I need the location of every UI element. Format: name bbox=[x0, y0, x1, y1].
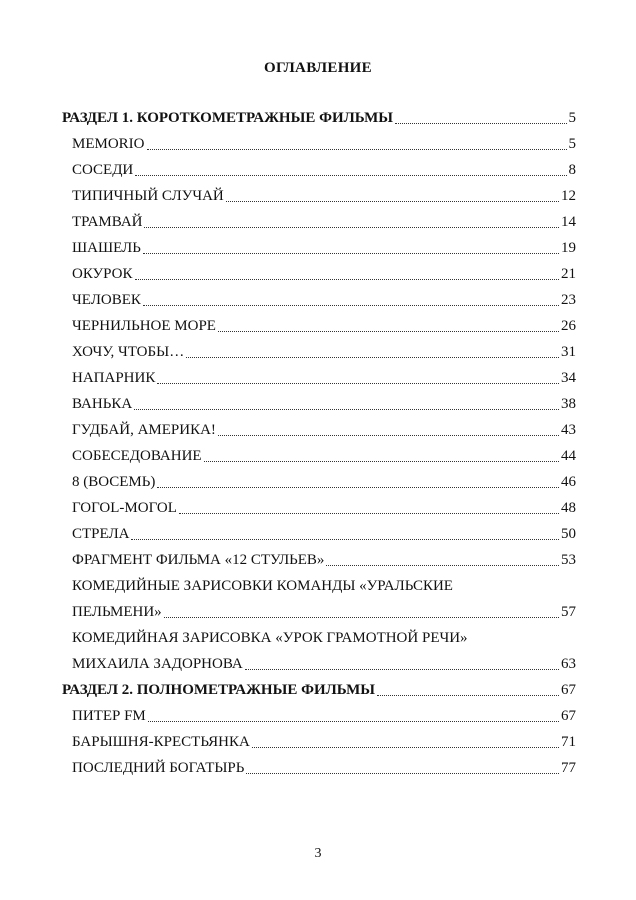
toc-page-number: 5 bbox=[568, 110, 576, 126]
leader-dots bbox=[143, 305, 559, 306]
toc-section-2[interactable] bbox=[62, 677, 576, 703]
toc-entry-label: ЧЕРНИЛЬНОЕ МОРЕ bbox=[72, 318, 216, 334]
toc-entry[interactable] bbox=[72, 131, 576, 157]
toc-entry-label-line2: ПЕЛЬМЕНИ» bbox=[72, 604, 162, 620]
toc-entry-label: ХОЧУ, ЧТОБЫ… bbox=[72, 344, 185, 360]
toc-page-number: 38 bbox=[561, 396, 576, 412]
toc-page-number: 43 bbox=[561, 422, 576, 438]
toc-entry-label: 8 (ВОСЕМЬ) bbox=[72, 474, 156, 490]
toc-entry[interactable] bbox=[72, 287, 576, 313]
toc-page-number: 19 bbox=[561, 240, 576, 256]
toc-entry[interactable] bbox=[72, 183, 576, 209]
toc-page-number: 53 bbox=[561, 552, 576, 568]
leader-dots bbox=[157, 487, 559, 488]
leader-dots bbox=[246, 773, 559, 774]
toc-page-number: 31 bbox=[561, 344, 576, 360]
toc-entry[interactable] bbox=[72, 703, 576, 729]
toc-entry[interactable] bbox=[72, 339, 576, 365]
toc-entry[interactable] bbox=[72, 235, 576, 261]
toc-entry-label: ПОСЛЕДНИЙ БОГАТЫРЬ bbox=[72, 760, 245, 776]
toc-entry-label: ТИПИЧНЫЙ СЛУЧАЙ bbox=[72, 188, 224, 204]
toc-section-2-items bbox=[62, 703, 576, 781]
leader-dots bbox=[377, 695, 559, 696]
toc-entry[interactable] bbox=[72, 261, 576, 287]
toc-entry-label: НАПАРНИК bbox=[72, 370, 156, 386]
toc-entry-label: ФРАГМЕНТ ФИЛЬМА «12 СТУЛЬЕВ» bbox=[72, 552, 325, 568]
toc-entry[interactable] bbox=[72, 391, 576, 417]
table-of-contents bbox=[62, 105, 576, 781]
toc-page-number: 26 bbox=[561, 318, 576, 334]
toc-section-label: РАЗДЕЛ 1. КОРОТКОМЕТРАЖНЫЕ ФИЛЬМЫ bbox=[62, 110, 394, 126]
toc-entry-label: СОБЕСЕДОВАНИЕ bbox=[72, 448, 202, 464]
leader-dots bbox=[164, 617, 559, 618]
leader-dots bbox=[144, 227, 559, 228]
toc-page-number: 77 bbox=[561, 760, 576, 776]
toc-entry[interactable] bbox=[72, 443, 576, 469]
leader-dots bbox=[147, 149, 567, 150]
toc-page-number: 44 bbox=[561, 448, 576, 464]
toc-page-number: 23 bbox=[561, 292, 576, 308]
toc-entry[interactable] bbox=[72, 365, 576, 391]
toc-entry-label: ОКУРОК bbox=[72, 266, 133, 282]
toc-entry[interactable] bbox=[72, 755, 576, 781]
toc-entry-label: СОСЕДИ bbox=[72, 162, 134, 178]
toc-entry[interactable] bbox=[72, 469, 576, 495]
leader-dots bbox=[135, 175, 566, 176]
toc-entry-label: ВАНЬКА bbox=[72, 396, 133, 412]
toc-entry-label: ГОГОL-MOГОL bbox=[72, 500, 177, 516]
toc-section-1[interactable] bbox=[62, 105, 576, 131]
toc-page-number: 71 bbox=[561, 734, 576, 750]
toc-entry-label: СТРЕЛА bbox=[72, 526, 130, 542]
toc-entry-label: БАРЫШНЯ-КРЕСТЬЯНКА bbox=[72, 734, 250, 750]
toc-entry-multiline[interactable] bbox=[72, 573, 576, 625]
leader-dots bbox=[252, 747, 559, 748]
toc-entry[interactable] bbox=[72, 729, 576, 755]
leader-dots bbox=[134, 409, 559, 410]
toc-section-label: РАЗДЕЛ 2. ПОЛНОМЕТРАЖНЫЕ ФИЛЬМЫ bbox=[62, 682, 376, 698]
page-number: 3 bbox=[314, 846, 322, 861]
toc-page-number: 34 bbox=[561, 370, 576, 386]
toc-entry-label: ЧЕЛОВЕК bbox=[72, 292, 141, 308]
toc-entry-label-line1: КОМЕДИЙНАЯ ЗАРИСОВКА «УРОК ГРАМОТНОЙ РЕЧИ» bbox=[72, 630, 468, 646]
leader-dots bbox=[131, 539, 559, 540]
toc-page-number: 63 bbox=[561, 656, 576, 672]
toc-page-number: 67 bbox=[561, 708, 576, 724]
leader-dots bbox=[218, 331, 559, 332]
toc-entry-label: ТРАМВАЙ bbox=[72, 214, 143, 230]
toc-page-number: 21 bbox=[561, 266, 576, 282]
toc-entry-label: ШАШЕЛЬ bbox=[72, 240, 141, 256]
page-title: ОГЛАВЛЕНИЕ bbox=[264, 60, 372, 76]
toc-page-number: 46 bbox=[561, 474, 576, 490]
toc-entry-label: ГУДБАЙ, АМЕРИКА! bbox=[72, 422, 216, 438]
toc-page-number: 57 bbox=[561, 604, 576, 620]
toc-page-number: 12 bbox=[561, 188, 576, 204]
leader-dots bbox=[245, 669, 559, 670]
toc-entry[interactable] bbox=[72, 313, 576, 339]
toc-page-number: 14 bbox=[561, 214, 576, 230]
toc-page-number: 5 bbox=[568, 136, 576, 152]
leader-dots bbox=[186, 357, 559, 358]
toc-page-number: 50 bbox=[561, 526, 576, 542]
toc-entry-label: MEMORIO bbox=[72, 136, 145, 152]
toc-entry-label: ПИТЕР FM bbox=[72, 708, 146, 724]
leader-dots bbox=[395, 123, 566, 124]
toc-entry[interactable] bbox=[72, 521, 576, 547]
leader-dots bbox=[143, 253, 559, 254]
leader-dots bbox=[179, 513, 559, 514]
leader-dots bbox=[135, 279, 559, 280]
toc-entry-multiline[interactable] bbox=[72, 625, 576, 677]
toc-page-number: 48 bbox=[561, 500, 576, 516]
toc-entry[interactable] bbox=[72, 157, 576, 183]
leader-dots bbox=[157, 383, 559, 384]
leader-dots bbox=[326, 565, 559, 566]
toc-entry[interactable] bbox=[72, 417, 576, 443]
toc-page-number: 67 bbox=[561, 682, 576, 698]
toc-entry[interactable] bbox=[72, 495, 576, 521]
toc-entry-label-line2: МИХАИЛА ЗАДОРНОВА bbox=[72, 656, 243, 672]
toc-page-number: 8 bbox=[568, 162, 576, 178]
toc-section-1-items bbox=[62, 131, 576, 573]
leader-dots bbox=[148, 721, 559, 722]
toc-entry-label-line1: КОМЕДИЙНЫЕ ЗАРИСОВКИ КОМАНДЫ «УРАЛЬСКИЕ bbox=[72, 578, 453, 594]
leader-dots bbox=[218, 435, 559, 436]
leader-dots bbox=[204, 461, 559, 462]
toc-entry[interactable] bbox=[72, 547, 576, 573]
toc-entry[interactable] bbox=[72, 209, 576, 235]
leader-dots bbox=[226, 201, 559, 202]
